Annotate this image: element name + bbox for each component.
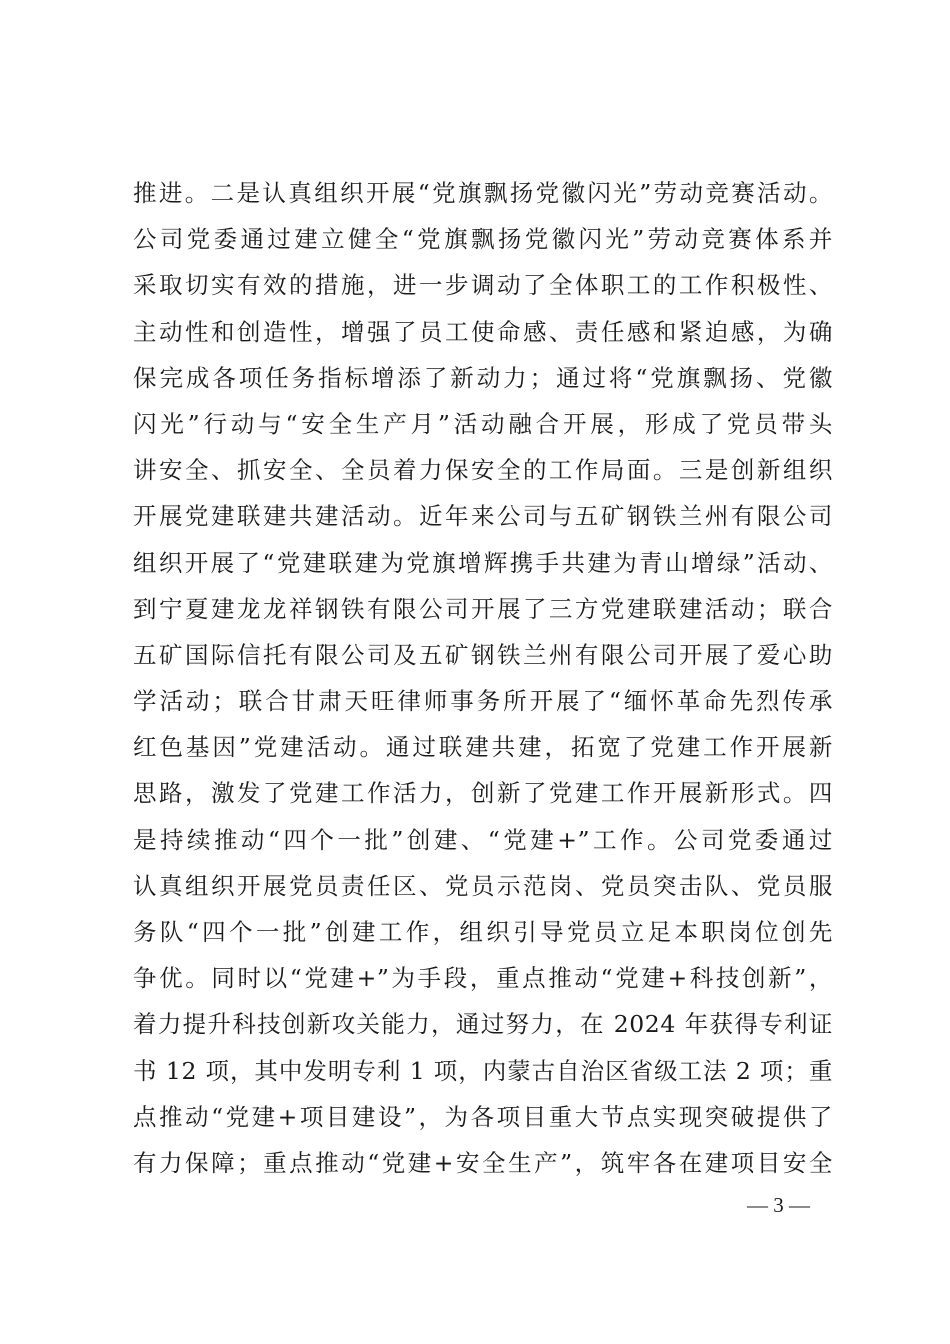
text-line-7: 讲安全、抓安全、全员着力保安全的工作局面。三是创新组织 [133, 456, 833, 485]
text-line-10: 到宁夏建龙龙祥钢铁有限公司开展了三方党建联建活动；联合 [133, 594, 833, 623]
text-line-19: 着力提升科技创新攻关能力，通过努力，在 2024 年获得专利证 [133, 1010, 833, 1039]
text-line-22: 有力保障；重点推动“党建+安全生产”，筑牢各在建项目安全 [133, 1148, 833, 1177]
text-line-17: 务队“四个一批”创建工作，组织引导党员立足本职岗位创先 [133, 918, 833, 946]
text-line-8: 开展党建联建共建活动。近年来公司与五矿钢铁兰州有限公司 [133, 502, 833, 531]
text-line-18: 争优。同时以“党建+”为手段，重点推动“党建+科技创新”， [133, 964, 833, 993]
text-line-16: 认真组织开展党员责任区、党员示范岗、党员突击队、党员服 [133, 871, 833, 900]
text-line-3: 采取切实有效的措施，进一步调动了全体职工的工作积极性、 [133, 271, 833, 300]
text-line-14: 思路，激发了党建工作活力，创新了党建工作开展新形式。四 [133, 779, 833, 808]
text-line-12: 学活动；联合甘肃天旺律师事务所开展了“缅怀革命先烈传承 [133, 687, 833, 716]
text-line-21: 点推动“党建+项目建设”，为各项目重大节点实现突破提供了 [133, 1102, 833, 1131]
text-line-15: 是持续推动“四个一批”创建、“党建+”工作。公司党委通过 [133, 825, 833, 854]
text-line-2: 公司党委通过建立健全“党旗飘扬党徽闪光”劳动竞赛体系并 [133, 225, 833, 254]
text-line-4: 主动性和创造性，增强了员工使命感、责任感和紧迫感，为确 [133, 317, 833, 346]
text-line-9: 组织开展了“党建联建为党旗增辉携手共建为青山增绿”活动、 [133, 548, 833, 577]
text-line-13: 红色基因”党建活动。通过联建共建，拓宽了党建工作开展新 [133, 733, 833, 762]
text-line-20: 书 12 项，其中发明专利 1 项，内蒙古自治区省级工法 2 项；重 [133, 1056, 833, 1085]
text-line-1: 推进。二是认真组织开展“党旗飘扬党徽闪光”劳动竞赛活动。 [133, 179, 833, 207]
text-line-5: 保完成各项任务指标增添了新动力；通过将“党旗飘扬、党徽 [133, 363, 833, 392]
text-line-11: 五矿国际信托有限公司及五矿钢铁兰州有限公司开展了爱心助 [133, 640, 833, 669]
page-number: — 3 — [747, 1193, 810, 1217]
text-line-6: 闪光”行动与“安全生产月”活动融合开展，形成了党员带头 [133, 409, 833, 438]
document-body [133, 170, 833, 1186]
